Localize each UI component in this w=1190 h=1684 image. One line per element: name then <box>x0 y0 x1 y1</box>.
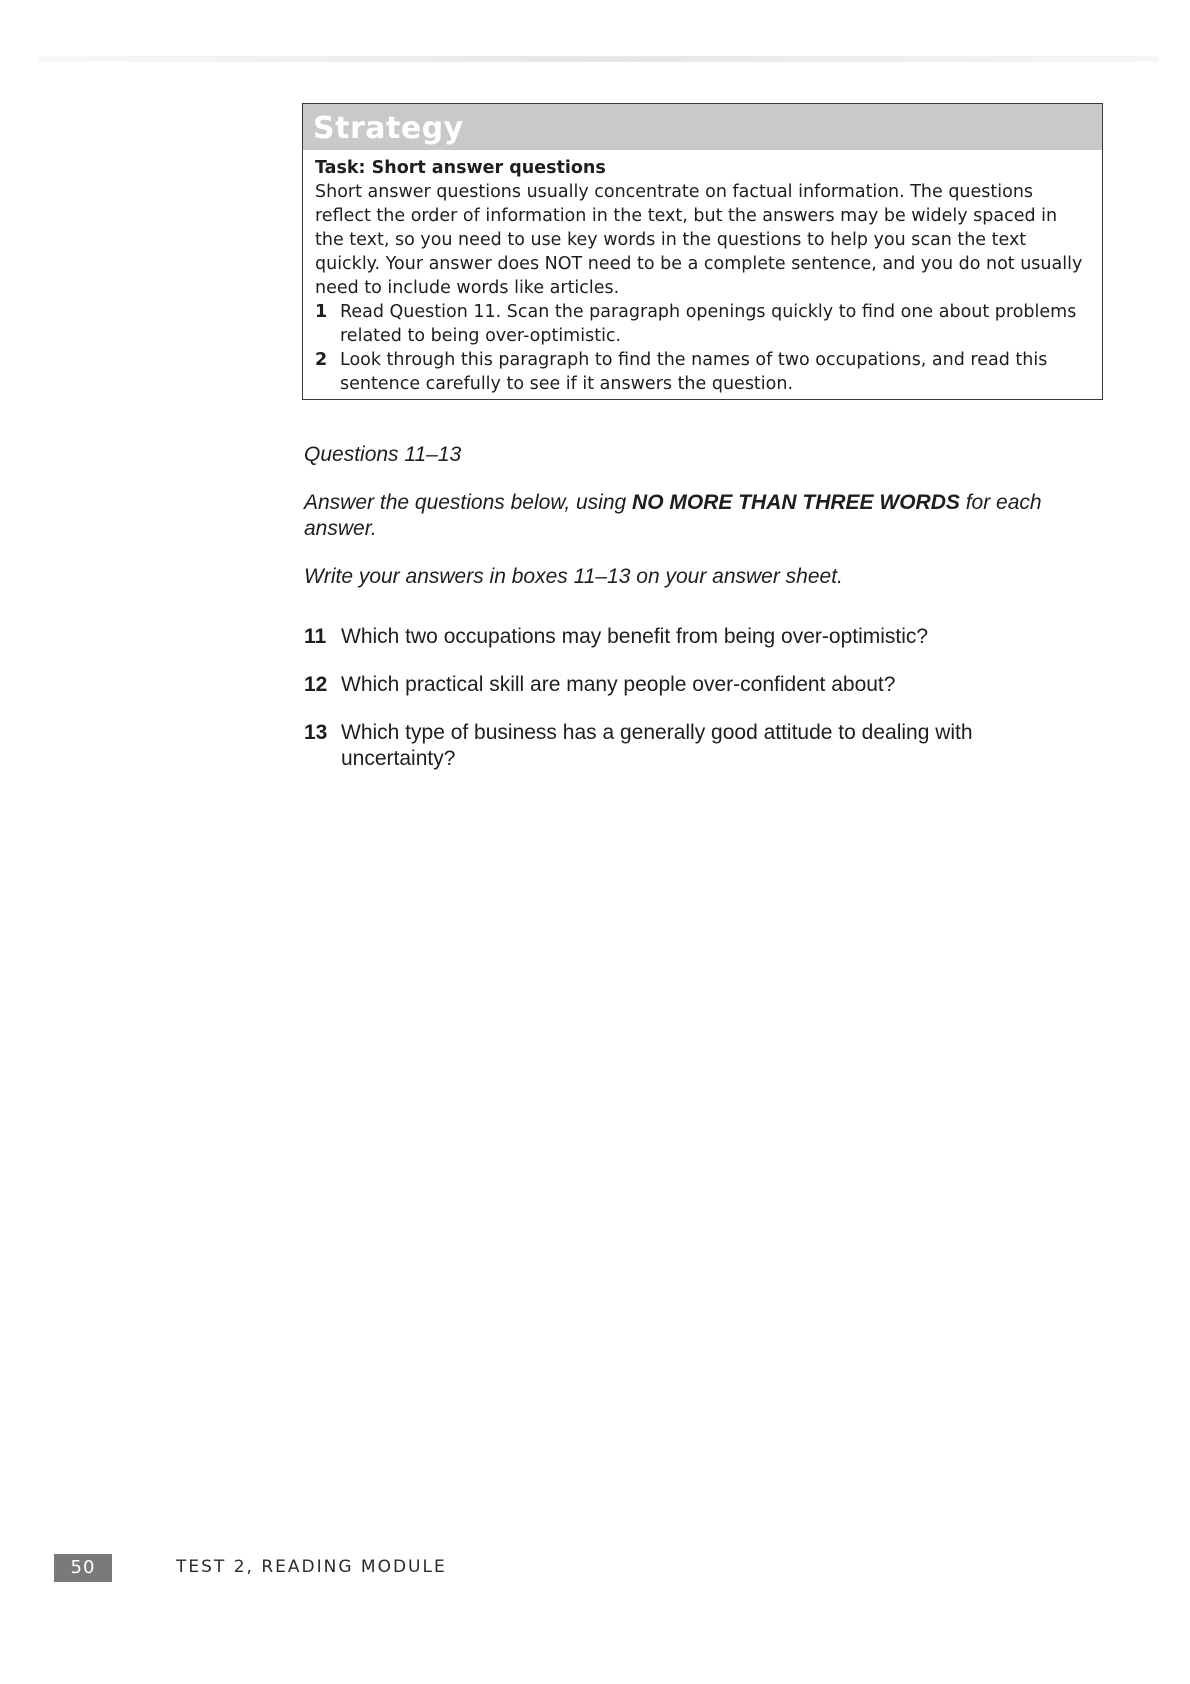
task-text: Short answer questions usually concentrate on factual information. The questions reflect the order of information in the text, but the answers may be widely spaced in the text, so you need to use key words in the questions to help you scan the text quickly. Your answer does NOT need to be a complete sentence, and you do not usually need to include words like articles. <box>315 182 1083 298</box>
instruction-text: Answer the questions below, using <box>304 491 633 514</box>
footer-label: TEST 2, READING MODULE <box>176 1557 447 1577</box>
questions-heading: Questions 11–13 <box>304 443 462 466</box>
question-text: Which practical skill are many people over-confident about? <box>341 673 896 696</box>
question-item <box>304 720 1084 772</box>
write-instruction: Write your answers in boxes 11–13 on your answer sheet. <box>304 565 843 588</box>
question-number: 12 <box>304 673 328 696</box>
instruction-text: for each answer. <box>304 491 1042 540</box>
strategy-step <box>315 300 1090 348</box>
question-number: 13 <box>304 721 328 744</box>
word-limit-emphasis: NO MORE THAN THREE WORDS <box>632 491 960 514</box>
step-number: 2 <box>315 350 328 370</box>
strategy-box <box>302 103 1103 400</box>
step-text: Look through this paragraph to find the names of two occupations, and read this sentence carefully to see if it answers the question. <box>340 350 1048 394</box>
question-text: Which two occupations may benefit from being over-optimistic? <box>341 625 929 648</box>
question-item <box>304 624 1084 650</box>
question-number: 11 <box>304 625 327 648</box>
question-text: Which type of business has a generally good attitude to dealing with uncertainty? <box>341 721 973 770</box>
strategy-title: Strategy <box>313 111 464 146</box>
page-number-badge: 50 <box>54 1554 112 1582</box>
strategy-step <box>315 348 1090 396</box>
step-number: 1 <box>315 302 328 322</box>
step-text: Read Question 11. Scan the paragraph openings quickly to find one about problems related to being over-optimistic. <box>340 302 1077 346</box>
question-item <box>304 672 1084 698</box>
answer-instructions <box>304 490 1104 542</box>
top-scan-rule <box>38 56 1158 62</box>
strategy-header <box>303 104 1102 150</box>
strategy-body <box>303 150 1102 396</box>
question-list <box>304 624 1084 794</box>
task-title: Task: Short answer questions <box>315 158 606 178</box>
